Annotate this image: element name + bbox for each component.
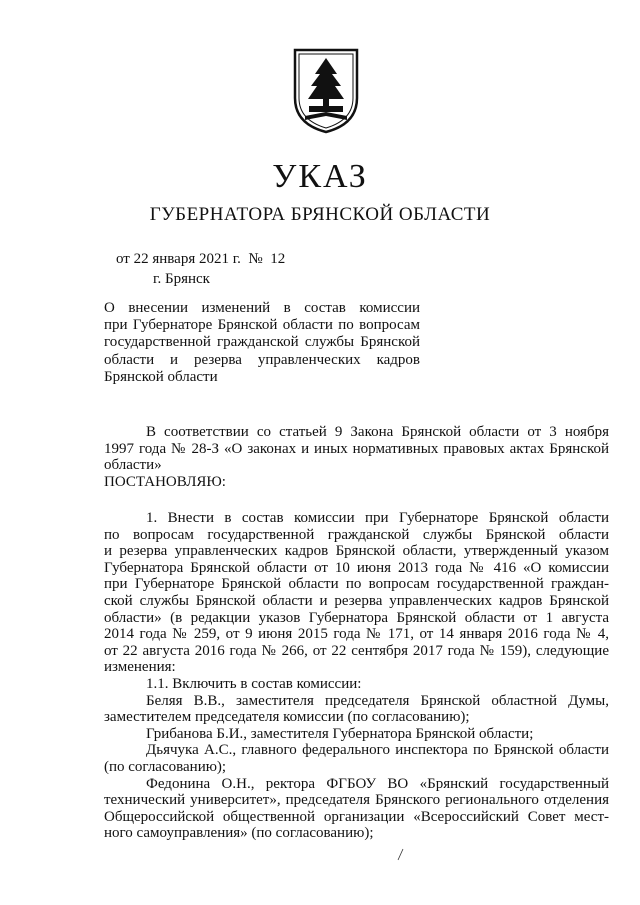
subject-line: государственной гражданской службы Брянской <box>104 334 420 351</box>
decree-subject <box>104 300 420 386</box>
member-line: Грибанова Б.И., заместителя Губернатора Брянской области; <box>146 725 534 742</box>
member-line: технический университет», председателя Брянского регионального отделения <box>104 792 609 809</box>
item-line: от 22 августа 2016 года № 266, от 22 сентября 2017 года № 159), следующие <box>104 642 609 659</box>
coat-of-arms-icon <box>291 46 361 134</box>
member-line: (по согласованию); <box>104 758 227 775</box>
item-line: ской службы Брянской области и резерва управленческих кадров Брянской <box>104 592 609 609</box>
item-line: 1. Внести в состав комиссии при Губернаторе Брянской области <box>146 510 609 526</box>
member-line: Федонина О.Н., ректора ФГБОУ ВО «Брянский государственный <box>146 775 609 792</box>
document-title: УКАЗ <box>272 158 368 195</box>
preamble-line: области» <box>104 457 162 474</box>
item-line: области» (в редакции указов Губернатора Брянской области от 1 августа <box>104 609 609 626</box>
subject-line: при Губернаторе Брянской области по вопросам <box>104 317 420 334</box>
item-line: изменения: <box>104 659 176 676</box>
pen-stroke-mark <box>395 848 405 862</box>
item-1-1-heading: 1.1. Включить в состав комиссии: <box>146 675 362 692</box>
preamble-line: 1997 года № 28-З «О законах и иных нормативных правовых актах Брянской <box>104 440 609 457</box>
member-line: заместителем председателя комиссии (по согласованию); <box>104 709 470 726</box>
decree-city: г. Брянск <box>153 271 210 287</box>
member-line: ного самоуправления» (по согласованию); <box>104 825 374 842</box>
item-line: и резерва управленческих кадров Брянской области, утвержденный указом <box>104 543 609 560</box>
item-line: по вопросам государственной гражданской службы Брянской области <box>104 526 609 543</box>
item-line: 2014 года № 259, от 9 июня 2015 года № 171, от 14 января 2016 года № 4, <box>104 626 609 643</box>
item-1 <box>104 510 609 842</box>
subject-line: области и резерва управленческих кадров <box>104 351 420 368</box>
member-line: Беляя В.В., заместителя председателя Брянской областной Думы, <box>146 692 609 709</box>
subject-line: Брянской области <box>104 368 218 385</box>
preamble-line: В соответствии со статьей 9 Закона Брянской области от 3 ноября <box>146 424 609 440</box>
member-line: Общероссийской общественной организации «Всероссийский Совет мест- <box>104 808 609 825</box>
preamble <box>104 424 609 490</box>
item-line: при Губернаторе Брянской области по вопросам государственной граждан- <box>104 576 609 593</box>
item-line: Губернатора Брянской области от 10 июня 2013 года № 416 «О комиссии <box>104 559 609 576</box>
decree-word: ПОСТАНОВЛЯЮ: <box>104 473 226 490</box>
decree-date-number: от 22 января 2021 г. № 12 <box>116 251 286 267</box>
member-line: Дьячука А.С., главного федерального инспектора по Брянской области <box>146 742 609 759</box>
document-subtitle: ГУБЕРНАТОРА БРЯНСКОЙ ОБЛАСТИ <box>149 204 491 225</box>
subject-line: О внесении изменений в состав комиссии <box>104 300 420 316</box>
